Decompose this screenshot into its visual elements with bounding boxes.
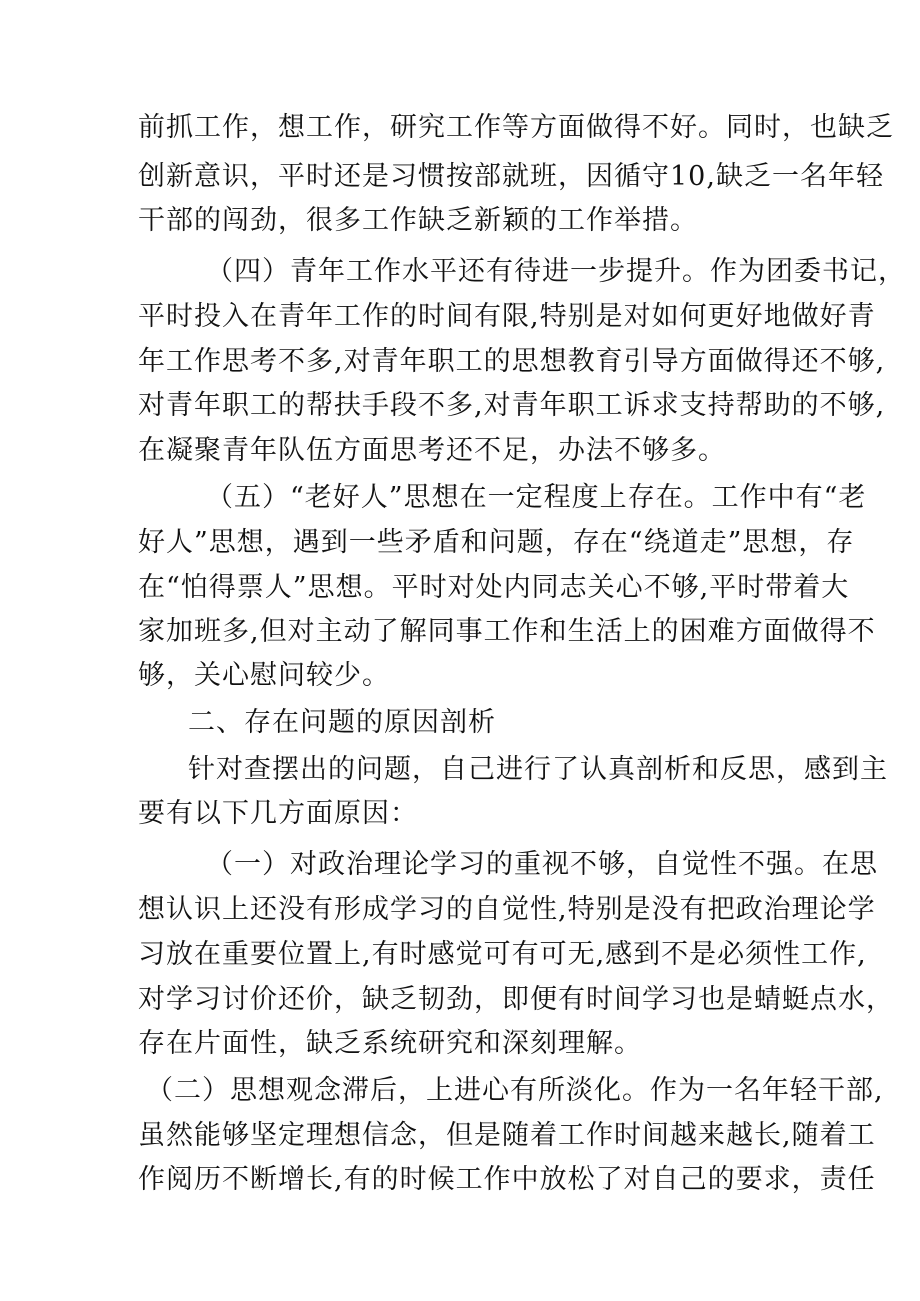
text-line: （一）对政治理论学习的重视不够，自觉性不强。在思: [206, 849, 878, 880]
text-line: 作阅历不断增长,有的时候工作中放松了对自己的要求，责任: [138, 1164, 876, 1195]
text-line: 家加班多,但对主动了解同事工作和生活上的困难方面做得不: [138, 616, 876, 647]
text-line: 平时投入在青年工作的时间有限,特别是对如何更好地做好青: [138, 301, 876, 332]
text-line: （四）青年工作水平还有待进一步提升。作为团委书记，: [206, 256, 906, 287]
text-line: 对学习讨价还价，缺乏韧劲，即便有时间学习也是蜻蜓点水，: [138, 984, 894, 1015]
text-line: （五）“老好人”思想在一定程度上存在。工作中有“老: [206, 482, 867, 513]
text-line: （二）思想观念滞后，上进心有所淡化。作为一名年轻干部,: [146, 1075, 884, 1106]
text-line: 创新意识，平时还是习惯按部就班，因循守10,缺乏一名年轻: [138, 161, 884, 192]
text-line: 针对查摆出的问题，自己进行了认真剖析和反思，感到主: [188, 754, 888, 785]
text-line: 前抓工作，想工作，研究工作等方面做得不好。同时，也缺乏: [138, 112, 894, 143]
text-line: 年工作思考不多,对青年职工的思想教育引导方面做得还不够,: [138, 346, 886, 377]
text-line: 够，关心慰问较少。: [138, 660, 390, 691]
text-line: 对青年职工的帮扶手段不多,对青年职工诉求支持帮助的不够,: [138, 390, 886, 421]
text-line: 在凝聚青年队伍方面思考还不足，办法不够多。: [138, 435, 726, 466]
text-line: 想认识上还没有形成学习的自觉性,特别是没有把政治理论学: [138, 894, 876, 925]
text-line: 好人”思想，遇到一些矛盾和问题，存在“绕道走”思想，存: [138, 527, 855, 558]
text-line: 干部的闯劲，很多工作缺乏新颖的工作举措。: [138, 205, 698, 236]
text-line: 虽然能够坚定理想信念，但是随着工作时间越来越长,随着工: [138, 1120, 876, 1151]
text-line: 要有以下几方面原因：: [138, 798, 418, 829]
text-line: 习放在重要位置上,有时感觉可有可无,感到不是必须性工作,: [138, 939, 867, 970]
text-line: 存在片面性，缺乏系统研究和深刻理解。: [138, 1028, 642, 1059]
text-line: 在“怕得票人”思想。平时对处内同志关心不够,平时带着大: [138, 572, 850, 603]
section-heading: 二、存在问题的原因剖析: [188, 707, 496, 738]
